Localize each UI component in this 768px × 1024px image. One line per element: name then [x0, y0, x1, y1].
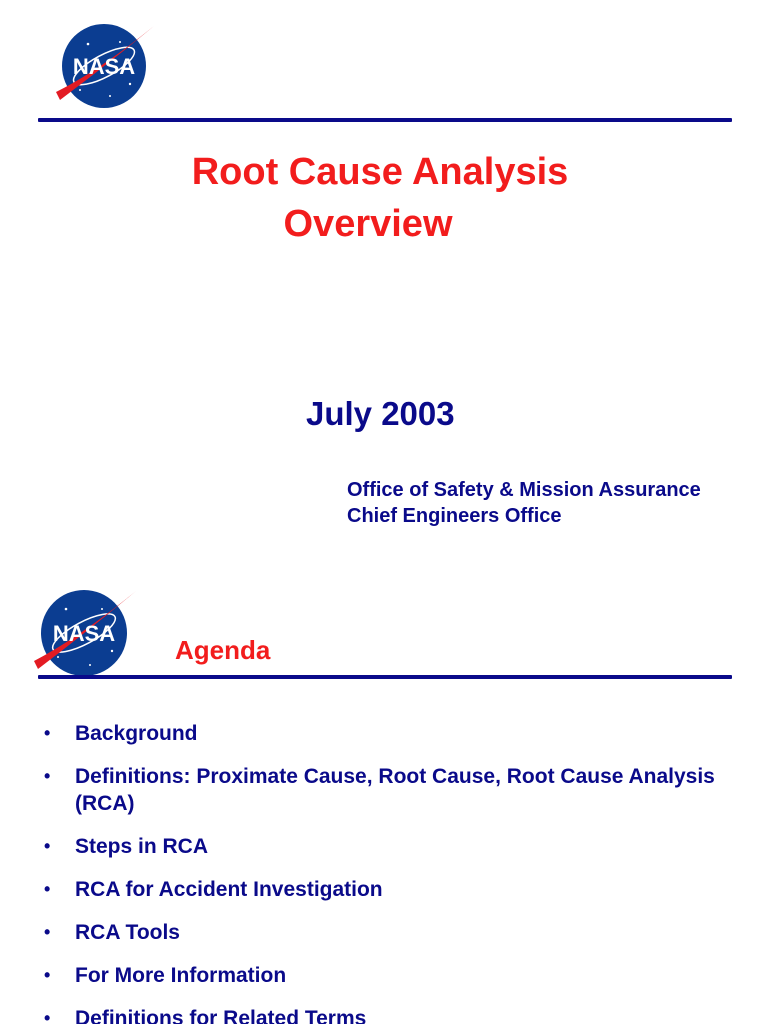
list-item-text: For More Information — [75, 964, 287, 987]
agenda-list — [40, 720, 730, 1024]
agenda-heading: Agenda — [175, 635, 271, 665]
list-item — [40, 876, 730, 903]
list-item-text: Steps in RCA — [75, 835, 209, 858]
nasa-logo-icon — [30, 585, 138, 677]
header-rule — [38, 675, 732, 679]
bullet-icon: • — [44, 922, 51, 942]
logo-text: NASA — [52, 621, 116, 646]
presentation-date: July 2003 — [306, 395, 455, 432]
bullet-icon: • — [44, 766, 51, 786]
slide-title-line2: Overview — [283, 203, 453, 245]
list-item-text: Background — [75, 722, 198, 745]
list-item — [40, 763, 730, 817]
header-rule — [38, 118, 732, 122]
nasa-logo-icon — [50, 20, 158, 110]
list-item — [40, 833, 730, 860]
list-item-text: Definitions: Proximate Cause, Root Cause, Root Cause Analysis (RCA) — [75, 765, 715, 815]
list-item — [40, 1005, 730, 1024]
bullet-icon: • — [44, 965, 51, 985]
slide-title-line1: Root Cause Analysis — [191, 151, 569, 193]
list-item — [40, 720, 730, 747]
logo-text: NASA — [72, 54, 136, 79]
list-item-text: RCA Tools — [75, 921, 180, 944]
bullet-icon: • — [44, 836, 51, 856]
list-item-text: Definitions for Related Terms — [75, 1007, 367, 1024]
list-item-text: RCA for Accident Investigation — [75, 878, 383, 901]
list-item — [40, 962, 730, 989]
list-item — [40, 919, 730, 946]
office-line-1: Office of Safety & Mission Assurance — [347, 479, 701, 501]
bullet-icon: • — [44, 879, 51, 899]
agenda-slide — [0, 565, 768, 1024]
bullet-icon: • — [44, 1008, 51, 1024]
bullet-icon: • — [44, 723, 51, 743]
office-line-2: Chief Engineers Office — [347, 505, 562, 527]
